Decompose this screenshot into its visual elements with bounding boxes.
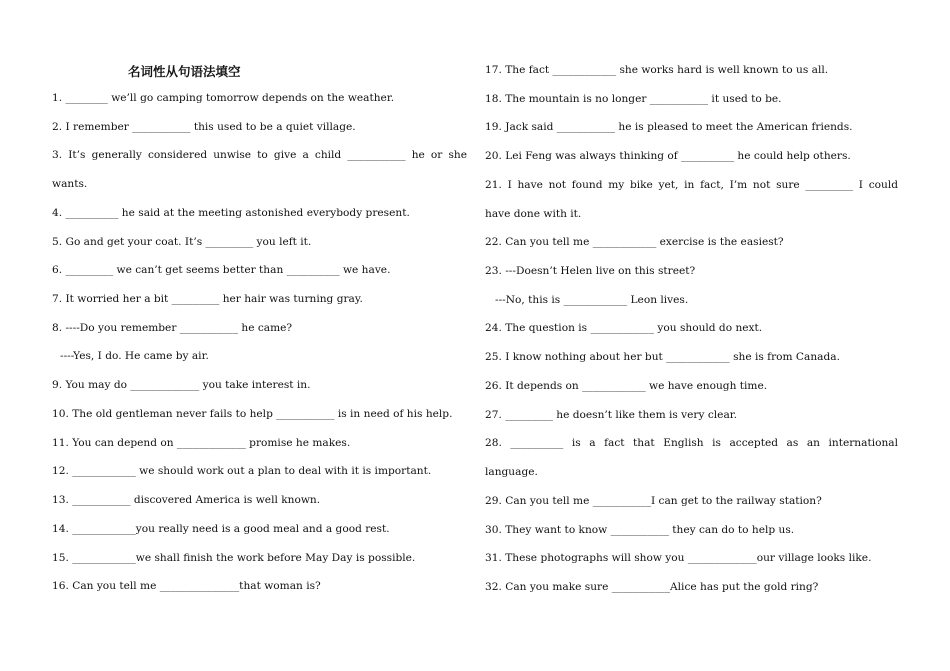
question-line: 7. It worried her a bit _________ her hair was turning gray. <box>52 293 363 306</box>
question-line: 15. ____________we shall finish the work before May Day is possible. <box>52 551 416 564</box>
question-line: 5. Go and get your coat. It’s _________ you left it. <box>52 235 312 248</box>
question-line: 11. You can depend on _____________ promise he makes. <box>52 436 351 449</box>
question-line: 2. I remember ___________ this used to be a quiet village. <box>52 120 356 133</box>
question-line: 16. Can you tell me _______________that woman is? <box>52 580 321 593</box>
question-line: 23. ---Doesn’t Helen live on this street? <box>485 265 696 278</box>
question-line: 3. It’s generally considered unwise to give a child ___________ he or she <box>52 149 467 162</box>
question-line: 12. ____________ we should work out a plan to deal with it is important. <box>52 465 432 478</box>
question-line: 4. __________ he said at the meeting astonished everybody present. <box>52 206 410 219</box>
question-line: language. <box>485 466 538 479</box>
question-line: 17. The fact ____________ she works hard is well known to us all. <box>485 64 829 76</box>
question-line: wants. <box>52 178 88 191</box>
question-line: 6. _________ we can’t get seems better than __________ we have. <box>52 264 391 277</box>
question-line: 14. ____________you really need is a good meal and a good rest. <box>52 522 390 535</box>
question-line: ---No, this is ____________ Leon lives. <box>495 293 689 306</box>
question-line: 9. You may do _____________ you take interest in. <box>52 379 311 392</box>
question-line: 28. __________ is a fact that English is accepted as an international <box>485 437 898 450</box>
question-line: 31. These photographs will show you _____________our village looks like. <box>485 552 872 565</box>
question-line: ----Yes, I do. He came by air. <box>60 350 209 363</box>
question-line: 21. I have not found my bike yet, in fact, I’m not sure _________ I could <box>485 178 898 191</box>
question-line: 27. _________ he doesn’t like them is very clear. <box>485 408 738 421</box>
worksheet-title: 名词性从句语法填空 <box>128 64 241 79</box>
question-line: 18. The mountain is no longer ___________ it used to be. <box>485 92 782 105</box>
question-line: 25. I know nothing about her but ____________ she is from Canada. <box>485 351 840 364</box>
question-line: 13. ___________ discovered America is well known. <box>52 494 321 507</box>
question-line: 26. It depends on ____________ we have enough time. <box>485 379 768 392</box>
question-line: 20. Lei Feng was always thinking of __________ he could help others. <box>485 150 851 163</box>
question-line: 29. Can you tell me ___________I can get to the railway station? <box>485 494 822 507</box>
question-line: 10. The old gentleman never fails to help ___________ is in need of his help. <box>52 407 453 420</box>
question-line: 8. ----Do you remember ___________ he came? <box>52 321 293 334</box>
question-line: 24. The question is ____________ you should do next. <box>485 322 763 335</box>
question-line: 32. Can you make sure ___________Alice has put the gold ring? <box>485 580 819 593</box>
question-line: 19. Jack said ___________ he is pleased to meet the American friends. <box>485 121 853 134</box>
question-line: 22. Can you tell me ____________ exercise is the easiest? <box>485 236 784 249</box>
question-line: 1. ________ we’ll go camping tomorrow depends on the weather. <box>52 92 395 104</box>
question-line: have done with it. <box>485 207 582 220</box>
question-line: 30. They want to know ___________ they can do to help us. <box>485 523 795 536</box>
